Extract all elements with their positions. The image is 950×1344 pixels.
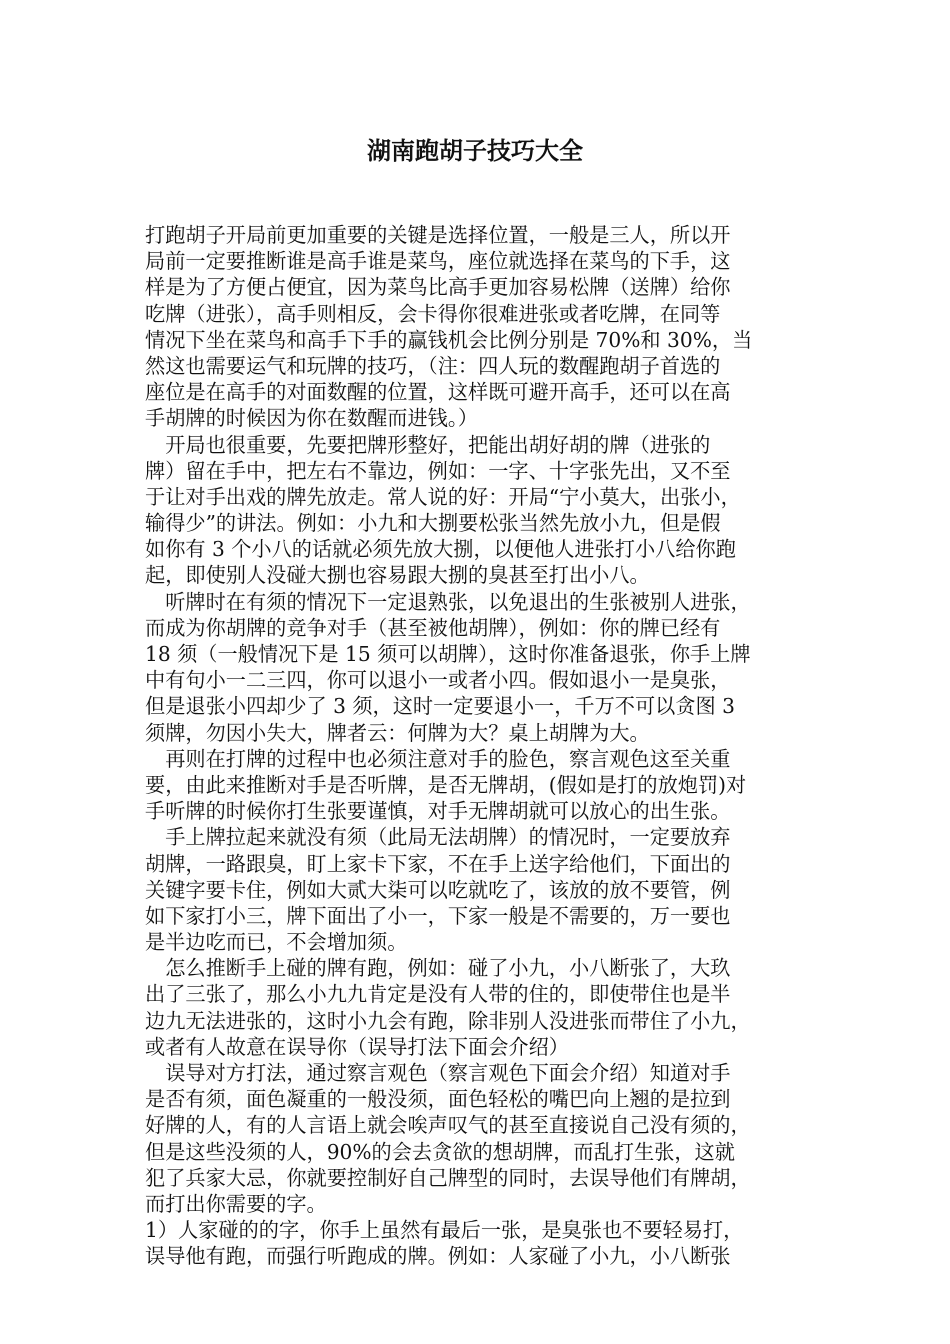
text-line: 要，由此来推断对手是否听牌，是否无牌胡，(假如是打的放炮罚)对 — [145, 772, 747, 797]
text-line: 中有句小一二三四，你可以退小一或者小四。假如退小一是臭张， — [145, 668, 731, 693]
text-line: 听牌时在有须的情况下一定退熟张，以免退出的生张被别人进张， — [145, 589, 751, 614]
text-line: 而成为你胡牌的竞争对手（甚至被他胡牌），例如：你的牌已经有 — [145, 615, 721, 640]
document-title: 湖南跑胡子技巧大全 — [367, 137, 583, 165]
text-line: 但是退张小四却少了 3 须，这时一定要退小一，千万不可以贪图 3 — [145, 694, 736, 719]
text-line: 胡牌，一路跟臭，盯上家卡下家，不在手上送字给他们，下面出的 — [145, 851, 731, 876]
text-line: 是否有须，面色凝重的一般没须，面色轻松的嘴巴向上翘的是拉到 — [145, 1087, 731, 1112]
text-line: 起，即使别人没碰大捌也容易跟大捌的臭甚至打出小八。 — [145, 563, 650, 588]
text-line: 而打出你需要的字。 — [145, 1191, 327, 1216]
text-line: 开局也很重要，先要把牌形整好，把能出胡好胡的牌（进张的 — [145, 432, 711, 457]
text-line: 牌）留在手中，把左右不靠边，例如：一字、十字张先出，又不至 — [145, 458, 731, 483]
text-line: 如下家打小三，牌下面出了小一，下家一般是不需要的，万一要也 — [145, 903, 731, 928]
text-line: 情况下坐在菜鸟和高手下手的赢钱机会比例分别是 70%和 30%，当 — [145, 327, 753, 352]
text-line: 输得少”的讲法。例如：小九和大捌要松张当然先放小九，但是假 — [145, 511, 721, 536]
text-line: 好牌的人，有的人言语上就会唉声叹气的甚至直接说自己没有须的， — [145, 1113, 751, 1138]
text-line: 座位是在高手的对面数醒的位置，这样既可避开高手，还可以在高 — [145, 380, 731, 405]
text-line: 或者有人故意在误导你（误导打法下面会介绍） — [145, 1034, 569, 1059]
text-line: 局前一定要推断谁是高手谁是菜鸟，座位就选择在菜鸟的下手，这 — [145, 249, 731, 274]
text-line: 误导他有跑，而强行听跑成的牌。例如：人家碰了小九，小八断张 — [145, 1244, 731, 1269]
text-line: 再则在打牌的过程中也必须注意对手的脸色，察言观色这至关重 — [145, 746, 731, 771]
text-line: 误导对方打法，通过察言观色（察言观色下面会介绍）知道对手 — [145, 1061, 731, 1085]
text-line: 18 须（一般情况下是 15 须可以胡牌），这时你准备退张，你手上牌 — [145, 642, 751, 666]
text-line: 如你有 3 个小八的话就必须先放大捌，以便他人进张打小八给你跑 — [145, 537, 736, 562]
text-line: 边九无法进张的，这时小九会有跑，除非别人没进张而带住了小九， — [145, 1008, 751, 1033]
text-line: 犯了兵家大忌，你就要控制好自己牌型的同时，去误导他们有牌胡， — [145, 1165, 751, 1190]
text-line: 出了三张了，那么小九九肯定是没有人带的住的，即使带住也是半 — [145, 982, 731, 1007]
text-line: 于让对手出戏的牌先放走。常人说的好：开局“宁小莫大，出张小， — [145, 484, 741, 509]
text-line: 关键字要卡住，例如大贰大柒可以吃就吃了，该放的放不要管，例 — [145, 877, 731, 902]
text-line: 是半边吃而已，不会增加须。 — [145, 930, 408, 955]
text-line: 但是这些没须的人，90%的会去贪欲的想胡牌，而乱打生张，这就 — [145, 1139, 735, 1164]
text-line: 怎么推断手上碰的牌有跑，例如：碰了小九，小八断张了，大玖 — [145, 956, 731, 981]
text-line: 样是为了方便占便宜，因为菜鸟比高手更加容易松牌（送牌）给你 — [145, 275, 731, 300]
text-line: 1）人家碰的的字，你手上虽然有最后一张，是臭张也不要轻易打， — [145, 1218, 744, 1243]
document-body — [145, 222, 813, 1270]
text-line: 然这也需要运气和玩牌的技巧，（注：四人玩的数醒跑胡子首选的 — [145, 353, 721, 378]
text-line: 手听牌的时候你打生张要谨慎，对手无牌胡就可以放心的出生张。 — [145, 799, 731, 824]
text-line: 手上牌拉起来就没有须（此局无法胡牌）的情况时，一定要放弃 — [145, 825, 731, 850]
text-line: 吃牌（进张），高手则相反，会卡得你很难进张或者吃牌，在同等 — [145, 301, 721, 326]
text-line: 打跑胡子开局前更加重要的关键是选择位置，一般是三人，所以开 — [145, 223, 731, 247]
text-line: 须牌，勿因小失大，牌者云：何牌为大？桌上胡牌为大。 — [145, 720, 650, 745]
text-line: 手胡牌的时候因为你在数醒而进钱。） — [145, 406, 479, 431]
